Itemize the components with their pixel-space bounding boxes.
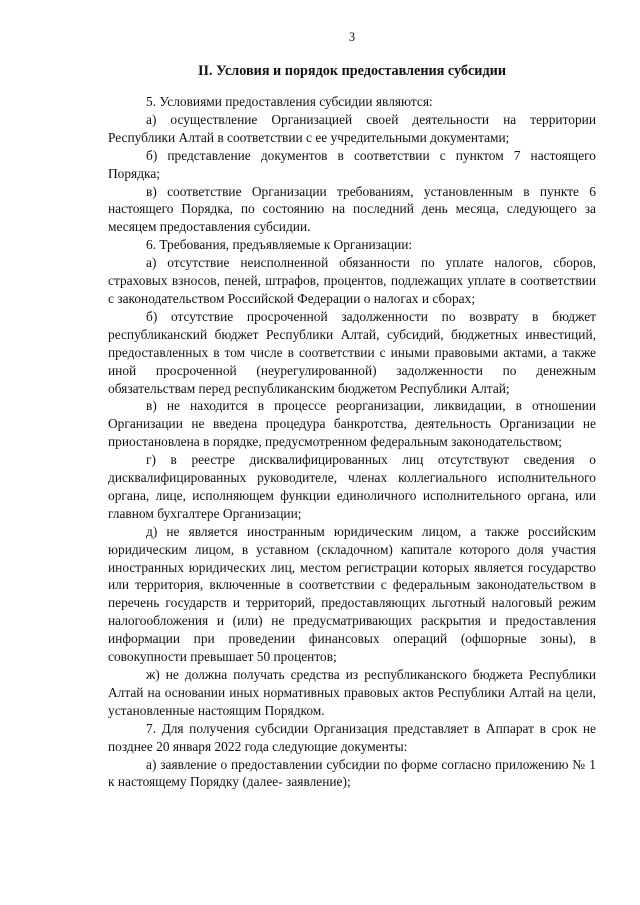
paragraph-6d: д) не является иностранным юридическим лицом, а также российским юридическим лицом, в уставном (складочном) капитале которого доля участия иностранных юридических лиц, местом регистрации которых является государство или территория, включенные в соответствии с федеральным законодательством в перечень государств и территорий, предоставляющих льготный налоговый режим налогообложения и (или) не предусматривающих раскрытия и предоставления информации при проведении финансовых операций (офшорные зоны), в совокупности превышает 50 процентов;	[108, 523, 596, 665]
paragraph-5v: в) соответствие Организации требованиям, установленным в пункте 6 настоящего Порядка, по состоянию на последний день месяца, следующего за месяцем предоставления субсидии.	[108, 183, 596, 235]
document-body	[108, 93, 596, 791]
page-number: 3	[348, 30, 356, 44]
paragraph-6-heading: 6. Требования, предъявляемые к Организации:	[146, 237, 413, 253]
paragraph-7a: а) заявление о предоставлении субсидии по форме согласно приложению № 1 к настоящему Порядку (далее- заявление);	[108, 756, 596, 790]
paragraph-5a: а) осуществление Организацией своей деятельности на территории Республики Алтай в соответствии с ее учредительными документами;	[108, 111, 596, 145]
paragraph-6g: г) в реестре дисквалифицированных лиц отсутствуют сведения о дисквалифицированных руководителе, членах коллегиального исполнительного органа, лице, исполняющем функции единоличного исполнительного органа, или главном бухгалтере Организации;	[108, 452, 596, 521]
paragraph-7-heading: 7. Для получения субсидии Организация представляет в Аппарат в срок не позднее 20 января 2022 года следующие документы:	[108, 720, 596, 754]
paragraph-5b: б) представление документов в соответствии с пунктом 7 настоящего Порядка;	[108, 147, 596, 181]
paragraph-6b: б) отсутствие просроченной задолженности по возврату в бюджет республиканский бюджет Республики Алтай, субсидий, бюджетных инвестиций, предоставленных в том числе в соответствии с иными правовыми актами, а также иной просроченной (неурегулированной) задолженности по денежным обязательствам перед республиканским бюджетом Республики Алтай;	[108, 308, 596, 396]
paragraph-6a: а) отсутствие неисполненной обязанности по уплате налогов, сборов, страховых взносов, пеней, штрафов, процентов, подлежащих уплате в соответствии с законодательством Российской Федерации о налогах и сборах;	[108, 255, 596, 306]
section-title: II. Условия и порядок предоставления субсидии	[197, 63, 506, 79]
paragraph-6v: в) не находится в процессе реорганизации, ликвидации, в отношении Организации не введена процедура банкротства, деятельность Организации не приостановлена в порядке, предусмотренном федеральным законодательством;	[108, 398, 596, 450]
paragraph-6zh: ж) не должна получать средства из республиканского бюджета Республики Алтай на основании иных нормативных правовых актов Республики Алтай на цели, установленные настоящим Порядком.	[108, 667, 596, 718]
paragraph-5-heading: 5. Условиями предоставления субсидии являются:	[146, 94, 433, 109]
